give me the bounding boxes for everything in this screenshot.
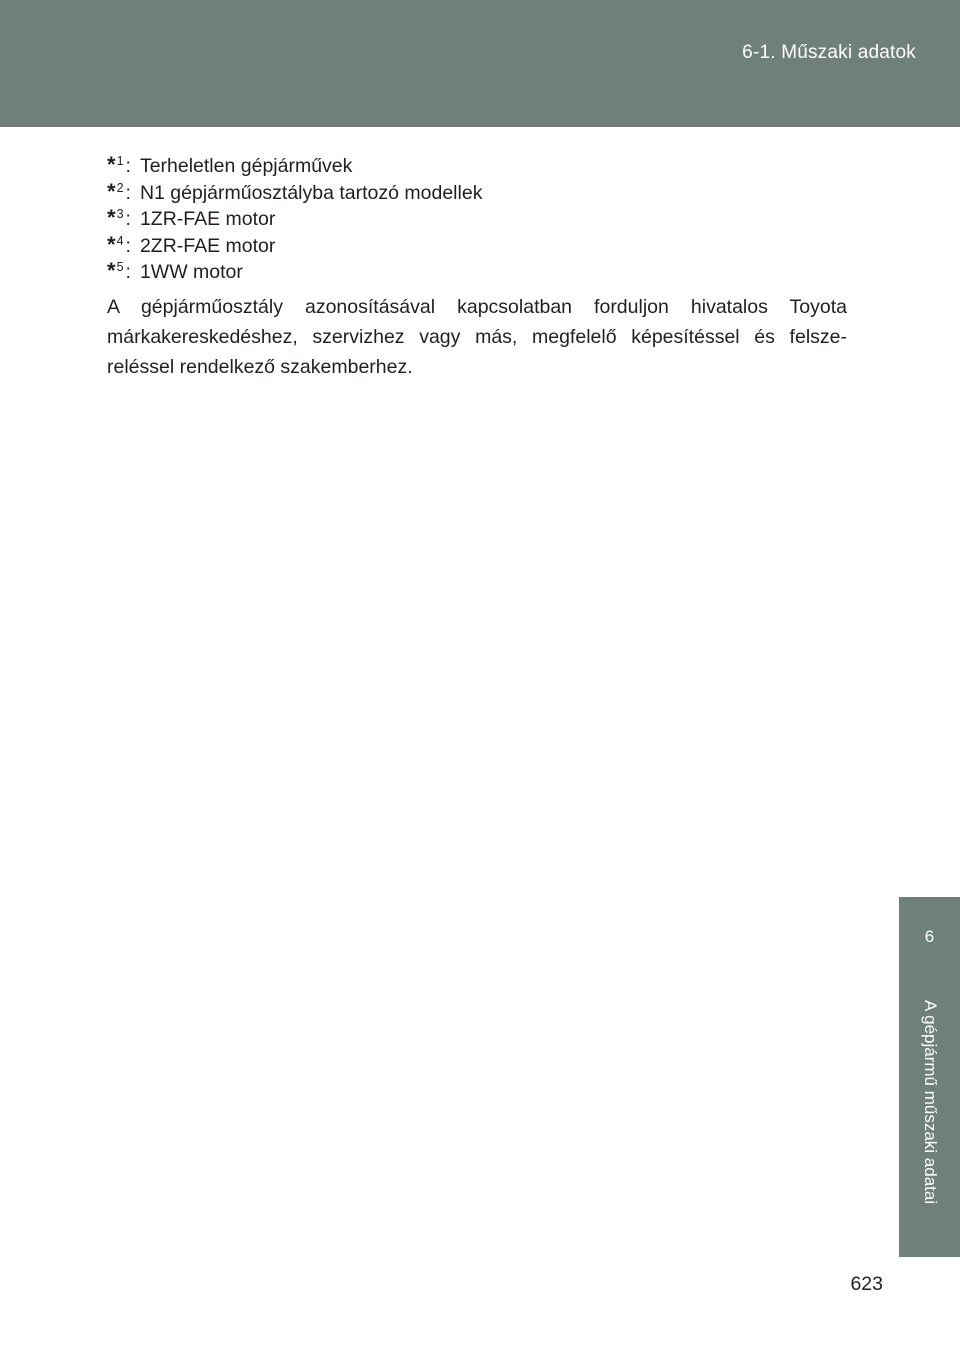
section-title: 6-1. Műszaki adatok [742,42,916,63]
footnote-number: 5 [116,260,124,275]
footnote-text: 2ZR-FAE motor [139,234,276,257]
footnote-item [107,232,847,259]
footnote-number: 2 [116,180,124,195]
page-number: 623 [850,1273,883,1295]
body-paragraph: A gépjárműosztály azonosításával kapcsolatban forduljon hivatalos Toyota márkakereskedéshez, szervizhez vagy más, megfelelő képesítéssel és felsze-reléssel rendelkező szakemberhez. [107,296,847,378]
footnote-item [107,205,847,232]
footnote-item [107,179,847,206]
footnote-colon: : [125,155,131,177]
footnote-marker: * [107,152,116,177]
footnote-marker: * [107,205,116,231]
footnote-item [107,258,847,285]
footnote-colon: : [125,208,131,231]
footnote-text: N1 gépjárműosztályba tartozó modellek [139,181,483,204]
footnote-colon: : [125,261,131,284]
footnote-marker: * [107,178,116,204]
footnote-colon: : [125,234,131,257]
footnote-number: 1 [116,154,124,168]
footnote-number: 4 [116,233,124,248]
footnote-text: Terheletlen gépjárművek [139,155,353,177]
header-band [0,0,960,127]
footnote-marker: * [107,231,116,257]
chapter-title: A gépjármű műszaki adatai [921,1000,940,1205]
footnote-number: 3 [116,207,124,222]
footnote-text: 1ZR-FAE motor [139,208,276,231]
footnote-marker: * [107,258,116,284]
chapter-number: 6 [924,927,935,946]
footnote-text: 1WW motor [139,261,243,284]
footnote-colon: : [125,181,131,204]
footnote-item [107,152,847,179]
footnote-list [107,152,847,285]
